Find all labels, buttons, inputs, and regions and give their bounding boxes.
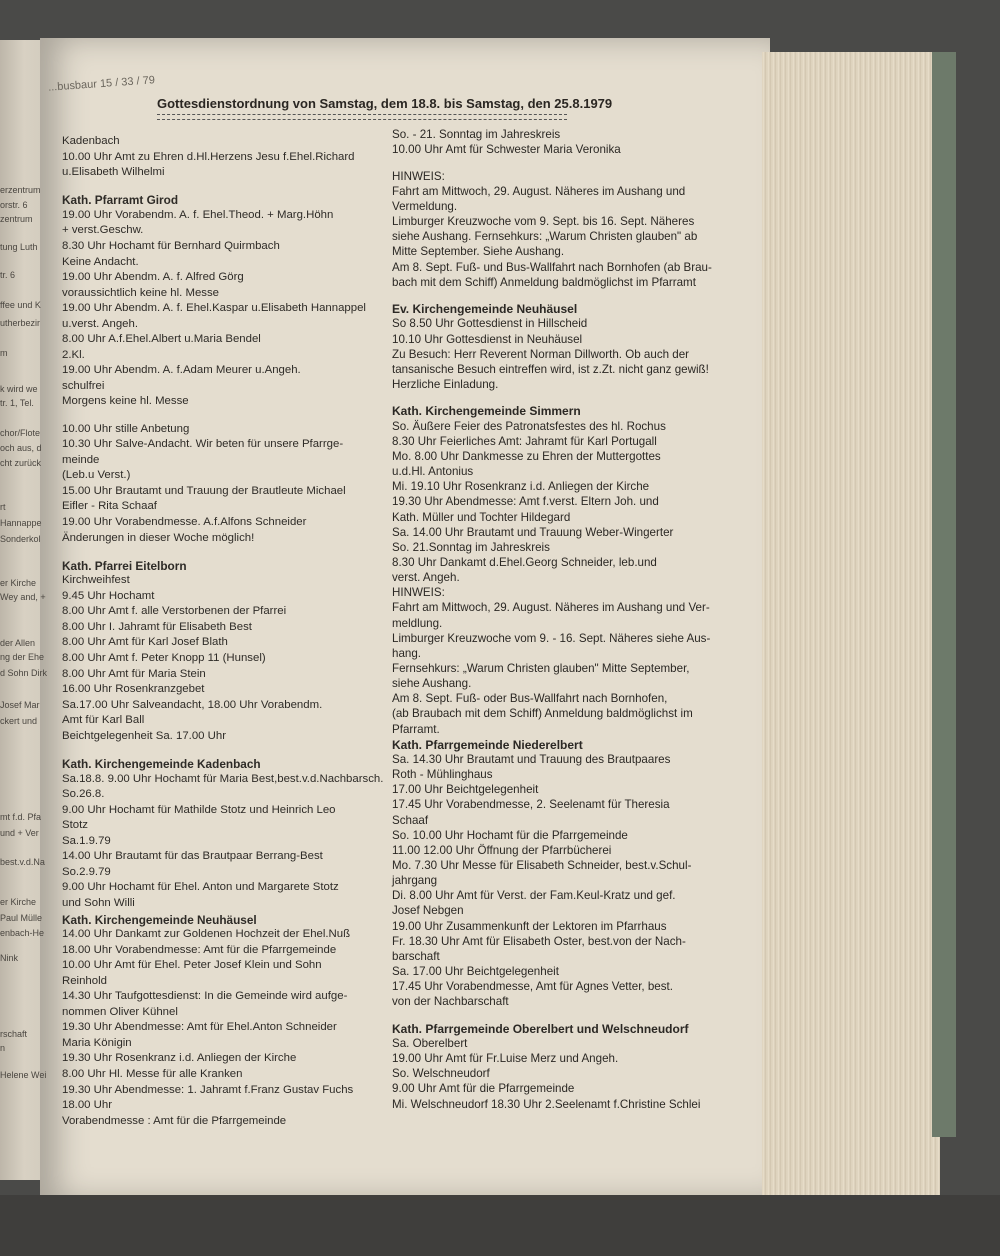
- margin-fragment: utherbezir: [0, 318, 41, 328]
- margin-fragment: ckert und: [0, 716, 38, 726]
- schedule-line: 9.00 Uhr Hochamt für Ehel. Anton und Margarete Stotz: [62, 881, 339, 894]
- margin-fragment: k wird we: [0, 384, 38, 394]
- schedule-line: 18.00 Uhr: [62, 1099, 113, 1112]
- schedule-line: Reinhold: [62, 974, 107, 987]
- schedule-line: Mitte September. Siehe Aushang.: [392, 245, 565, 259]
- schedule-line: jahrgang: [392, 874, 438, 888]
- schedule-line: HINWEIS:: [392, 169, 445, 183]
- schedule-line: Beichtgelegenheit Sa. 17.00 Uhr: [62, 729, 227, 742]
- schedule-line: 19.30 Uhr Abendmesse: Amt für Ehel.Anton Schneider: [62, 1021, 337, 1034]
- schedule-line: Mo. 8.00 Uhr Dankmesse zu Ehren der Muttergottes: [392, 449, 661, 463]
- margin-fragment: und + Ver: [0, 828, 39, 838]
- schedule-line: Stotz: [62, 819, 88, 832]
- schedule-line: (ab Braubach mit dem Schiff) Anmeldung baldmöglichst im: [392, 707, 693, 721]
- margin-fragment: er Kirche: [0, 897, 37, 907]
- page-block-edge: [762, 52, 940, 1200]
- schedule-line: 10.00 Uhr Amt für Schwester Maria Veronika: [392, 143, 621, 157]
- margin-fragment: tr. 1, Tel.: [0, 398, 34, 408]
- page-title: Gottesdienstordnung von Samstag, dem 18.8. bis Samstag, den 25.8.1979: [157, 96, 613, 111]
- schedule-line: schulfrei: [62, 379, 105, 392]
- section-heading: Kath. Pfarrgemeinde Niederelbert: [392, 737, 583, 752]
- margin-fragment: tr. 6: [0, 270, 16, 280]
- schedule-line: HINWEIS:: [392, 586, 445, 600]
- margin-fragment: rt: [0, 502, 6, 512]
- schedule-line: So 8.50 Uhr Gottesdienst in Hillscheid: [392, 317, 588, 331]
- schedule-line: 8.00 Uhr Hl. Messe für alle Kranken: [62, 1068, 243, 1080]
- margin-fragment: Paul Mülle: [0, 913, 43, 923]
- schedule-line: Morgens keine hl. Messe: [62, 395, 189, 408]
- schedule-line: 8.00 Uhr Amt f. Peter Knopp 11 (Hunsel): [62, 652, 266, 665]
- title-rule: [157, 114, 567, 120]
- schedule-line: 19.00 Uhr Abendm. A. f. Alfred Görg: [62, 271, 244, 284]
- schedule-line: nommen Oliver Kühnel: [62, 1005, 178, 1018]
- schedule-line: von der Nachbarschaft: [392, 995, 509, 1009]
- schedule-line: So. 10.00 Uhr Hochamt für die Pfarrgemeinde: [392, 828, 628, 842]
- schedule-line: Am 8. Sept. Fuß- und Bus-Wallfahrt nach Bornhofen (ab Brau-: [392, 260, 712, 274]
- schedule-line: Mi. 19.10 Uhr Rosenkranz i.d. Anliegen der Kirche: [392, 480, 650, 494]
- schedule-line: Maria Königin: [62, 1036, 132, 1049]
- book-cover-side: [932, 52, 956, 1137]
- schedule-line: Fernsehkurs: „Warum Christen glauben" Mitte September,: [392, 662, 690, 676]
- schedule-line: Zu Besuch: Herr Reverent Norman Dillworth. Ob auch der: [392, 347, 690, 361]
- schedule-line: 8.30 Uhr Feierliches Amt: Jahramt für Karl Portugall: [392, 434, 657, 448]
- schedule-line: 19.00 Uhr Abendm. A. f. Ehel.Kaspar u.Elisabeth Hannappel: [62, 302, 366, 315]
- margin-fragment: Sonderkol: [0, 534, 41, 544]
- schedule-line: 18.00 Uhr Vorabendmesse: Amt für die Pfarrgemeinde: [62, 943, 337, 956]
- schedule-line: verst. Angeh.: [392, 571, 460, 585]
- schedule-line: 17.45 Uhr Vorabendmesse, Amt für Agnes Vetter, best.: [392, 980, 673, 994]
- schedule-line: 19.00 Uhr Vorabendm. A. f. Ehel.Theod. + Marg.Höhn: [62, 208, 334, 221]
- margin-fragment: Nink: [0, 953, 19, 963]
- schedule-line: 14.30 Uhr Taufgottesdienst: In die Gemeinde wird aufge-: [62, 990, 348, 1003]
- schedule-line: Sa.17.00 Uhr Salveandacht, 18.00 Uhr Vorabendm.: [62, 698, 323, 711]
- margin-fragment: orstr. 6: [0, 200, 28, 210]
- schedule-line: 11.00 12.00 Uhr Öffnung der Pfarrbücherei: [392, 843, 612, 857]
- schedule-line: Vermeldung.: [392, 199, 458, 213]
- schedule-line: 19.30 Uhr Abendmesse: Amt f.verst. Eltern Joh. und: [392, 495, 659, 509]
- margin-fragment: enbach-He: [0, 928, 45, 938]
- schedule-line: 8.00 Uhr Amt für Karl Josef Blath: [62, 636, 228, 649]
- schedule-line: Kirchweihfest: [62, 574, 130, 587]
- schedule-line: siehe Aushang.: [392, 677, 472, 691]
- schedule-line: 10.30 Uhr Salve-Andacht. Wir beten für unsere Pfarrge-: [62, 438, 344, 451]
- schedule-line: 9.00 Uhr Amt für die Pfarrgemeinde: [392, 1082, 575, 1096]
- schedule-line: 16.00 Uhr Rosenkranzgebet: [62, 683, 205, 696]
- schedule-line: Sa. 14.30 Uhr Brautamt und Trauung des Brautpaares: [392, 752, 671, 766]
- section-heading: Kath. Kirchengemeinde Kadenbach: [62, 757, 261, 771]
- schedule-line: 10.00 Uhr stille Anbetung: [62, 422, 190, 435]
- schedule-line: So.26.8.: [62, 788, 105, 801]
- schedule-line: So. Äußere Feier des Patronatsfestes des hl. Rochus: [392, 419, 666, 433]
- schedule-line: Limburger Kreuzwoche vom 9. - 16. Sept. Näheres siehe Aus-: [392, 631, 711, 645]
- margin-fragment: Helene Wei: [0, 1070, 47, 1080]
- margin-fragment: er Kirche: [0, 578, 37, 588]
- background-table: [0, 1195, 1000, 1256]
- schedule-line: 19.30 Uhr Rosenkranz i.d. Anliegen der Kirche: [62, 1052, 297, 1065]
- schedule-line: 19.30 Uhr Abendmesse: 1. Jahramt f.Franz Gustav Fuchs: [62, 1083, 354, 1096]
- schedule-line: 17.45 Uhr Vorabendmesse, 2. Seelenamt für Theresia: [392, 798, 670, 812]
- schedule-line: Mi. Welschneudorf 18.30 Uhr 2.Seelenamt f.Christine Schlei: [392, 1097, 701, 1111]
- schedule-line: So. - 21. Sonntag im Jahreskreis: [392, 128, 561, 141]
- schedule-line: Limburger Kreuzwoche vom 9. Sept. bis 16. Sept. Näheres: [392, 215, 695, 229]
- margin-fragment: mt f.d. Pfa: [0, 812, 42, 822]
- schedule-line: siehe Aushang. Fernsehkurs: „Warum Christen glauben" ab: [392, 230, 698, 244]
- schedule-line: 15.00 Uhr Brautamt und Trauung der Brautleute Michael: [62, 484, 346, 497]
- schedule-line: Sa.1.9.79: [62, 834, 111, 847]
- section-heading: Kath. Kirchengemeinde Simmern: [392, 404, 581, 419]
- schedule-line: 10.10 Uhr Gottesdienst in Neuhäusel: [392, 332, 583, 346]
- schedule-line: bach mit dem Schiff) Anmeldung baldmöglichst im Pfarramt: [392, 275, 696, 289]
- section-heading: Kath. Kirchengemeinde Neuhäusel: [62, 912, 257, 927]
- schedule-line: Kadenbach: [62, 135, 120, 147]
- schedule-line: 19.00 Uhr Vorabendmesse. A.f.Alfons Schneider: [62, 515, 307, 528]
- schedule-line: So.2.9.79: [62, 865, 111, 878]
- schedule-line: 2.Kl.: [62, 348, 85, 361]
- schedule-line: + verst.Geschw.: [62, 224, 144, 237]
- schedule-line: 14.00 Uhr Brautamt für das Brautpaar Berrang-Best: [62, 850, 323, 863]
- schedule-line: Di. 8.00 Uhr Amt für Verst. der Fam.Keul-Kratz und gef.: [392, 889, 676, 903]
- section-heading: Ev. Kirchengemeinde Neuhäusel: [392, 302, 578, 317]
- schedule-line: Vorabendmesse : Amt für die Pfarrgemeinde: [62, 1114, 287, 1127]
- margin-fragment: Wey and, +: [0, 592, 46, 602]
- margin-fragment: cht zurück: [0, 458, 42, 468]
- schedule-line: Kath. Müller und Tochter Hildegard: [392, 510, 571, 524]
- schedule-line: 8.00 Uhr Amt für Maria Stein: [62, 667, 206, 680]
- schedule-line: 19.00 Uhr Amt für Fr.Luise Merz und Angeh.: [392, 1052, 619, 1066]
- schedule-line: So. 21.Sonntag im Jahreskreis: [392, 540, 550, 554]
- schedule-line: So. Welschneudorf: [392, 1067, 490, 1081]
- schedule-line: 9.45 Uhr Hochamt: [62, 589, 155, 602]
- schedule-line: Mo. 7.30 Uhr Messe für Elisabeth Schneider, best.v.Schul-: [392, 858, 692, 872]
- margin-fragment: n: [0, 1043, 6, 1053]
- schedule-line: 8.00 Uhr A.f.Ehel.Albert u.Maria Bendel: [62, 333, 261, 346]
- section-heading: Kath. Pfarramt Girod: [62, 193, 179, 208]
- schedule-line: Eifler - Rita Schaaf: [62, 500, 157, 513]
- schedule-line: 8.30 Uhr Dankamt d.Ehel.Georg Schneider, leb.und: [392, 555, 657, 569]
- schedule-line: tansanische Besuch eintreffen wird, ist z.Zt. nicht ganz gewiß!: [392, 362, 709, 376]
- margin-fragment: ffee und K: [0, 300, 41, 310]
- margin-fragment: chor/Flote: [0, 428, 41, 438]
- margin-fragment: rschaft: [0, 1029, 28, 1039]
- schedule-line: voraussichtlich keine hl. Messe: [62, 286, 220, 299]
- schedule-line: 8.30 Uhr Hochamt für Bernhard Quirmbach: [62, 239, 280, 252]
- schedule-line: 17.00 Uhr Beichtgelegenheit: [392, 783, 539, 797]
- margin-fragment: ng der Ehe: [0, 652, 45, 662]
- schedule-line: u.d.Hl. Antonius: [392, 465, 474, 479]
- schedule-line: Herzliche Einladung.: [392, 377, 499, 391]
- schedule-line: u.verst. Angeh.: [62, 317, 138, 330]
- schedule-line: barschaft: [392, 949, 440, 963]
- margin-fragment: d Sohn Dirk: [0, 668, 48, 678]
- schedule-line: meldlung.: [392, 616, 443, 630]
- section-heading: Kath. Pfarrei Eitelborn: [62, 558, 187, 573]
- schedule-line: Sa. 14.00 Uhr Brautamt und Trauung Weber-Wingerter: [392, 525, 674, 539]
- section-heading: Kath. Pfarrgemeinde Oberelbert und Welschneudorf: [392, 1021, 689, 1036]
- schedule-line: Am 8. Sept. Fuß- oder Bus-Wallfahrt nach Bornhofen,: [392, 692, 668, 706]
- schedule-line: meinde: [62, 453, 100, 466]
- margin-fragment: der Allen: [0, 638, 36, 648]
- schedule-line: 19.00 Uhr Abendm. A. f.Adam Meurer u.Angeh.: [62, 364, 301, 377]
- schedule-line: Sa. 17.00 Uhr Beichtgelegenheit: [392, 965, 559, 979]
- margin-fragment: m: [0, 348, 8, 358]
- schedule-line: 10.00 Uhr Amt zu Ehren d.Hl.Herzens Jesu f.Ehel.Richard: [62, 150, 355, 163]
- schedule-line: Fahrt am Mittwoch, 29. August. Näheres im Aushang und Ver-: [392, 601, 710, 615]
- schedule-line: 19.00 Uhr Zusammenkunft der Lektoren im Pfarrhaus: [392, 919, 667, 933]
- schedule-line: Sa.18.8. 9.00 Uhr Hochamt für Maria Best,best.v.d.Nachbarsch.: [62, 772, 384, 785]
- schedule-line: Pfarramt.: [392, 722, 440, 736]
- schedule-line: Amt für Karl Ball: [62, 714, 145, 727]
- margin-fragment: och aus, d: [0, 443, 42, 453]
- schedule-line: hang.: [392, 646, 422, 660]
- schedule-line: 9.00 Uhr Hochamt für Mathilde Stotz und Heinrich Leo: [62, 803, 336, 816]
- page-number: ...busbaur 15 / 33 / 79: [47, 74, 156, 94]
- schedule-line: (Leb.u Verst.): [62, 469, 131, 482]
- schedule-line: 10.00 Uhr Amt für Ehel. Peter Josef Klein und Sohn: [62, 959, 322, 972]
- schedule-line: Änderungen in dieser Woche möglich!: [62, 531, 255, 544]
- margin-fragment: Josef Mar: [0, 700, 40, 710]
- margin-fragment: erzentrum: [0, 185, 41, 195]
- schedule-line: u.Elisabeth Wilhelmi: [62, 166, 165, 179]
- schedule-line: 8.00 Uhr Amt f. alle Verstorbenen der Pfarrei: [62, 605, 287, 618]
- schedule-line: Keine Andacht.: [62, 255, 139, 268]
- schedule-line: Sa. Oberelbert: [392, 1037, 468, 1050]
- schedule-line: 14.00 Uhr Dankamt zur Goldenen Hochzeit der Ehel.Nuß: [62, 928, 351, 941]
- schedule-line: Roth - Mühlinghaus: [392, 768, 493, 782]
- margin-fragment: Hannappe: [0, 518, 42, 528]
- schedule-line: Fr. 18.30 Uhr Amt für Elisabeth Oster, best.von der Nach-: [392, 934, 686, 948]
- schedule-line: und Sohn Willi: [62, 896, 135, 909]
- margin-fragment: zentrum: [0, 214, 33, 224]
- schedule-line: Schaaf: [392, 813, 429, 827]
- schedule-line: Josef Nebgen: [392, 904, 464, 918]
- margin-fragment: tung Luth: [0, 242, 38, 252]
- schedule-line: Fahrt am Mittwoch, 29. August. Näheres im Aushang und: [392, 184, 686, 198]
- schedule-line: 8.00 Uhr I. Jahramt für Elisabeth Best: [62, 620, 252, 633]
- margin-fragment: best.v.d.Na: [0, 857, 45, 867]
